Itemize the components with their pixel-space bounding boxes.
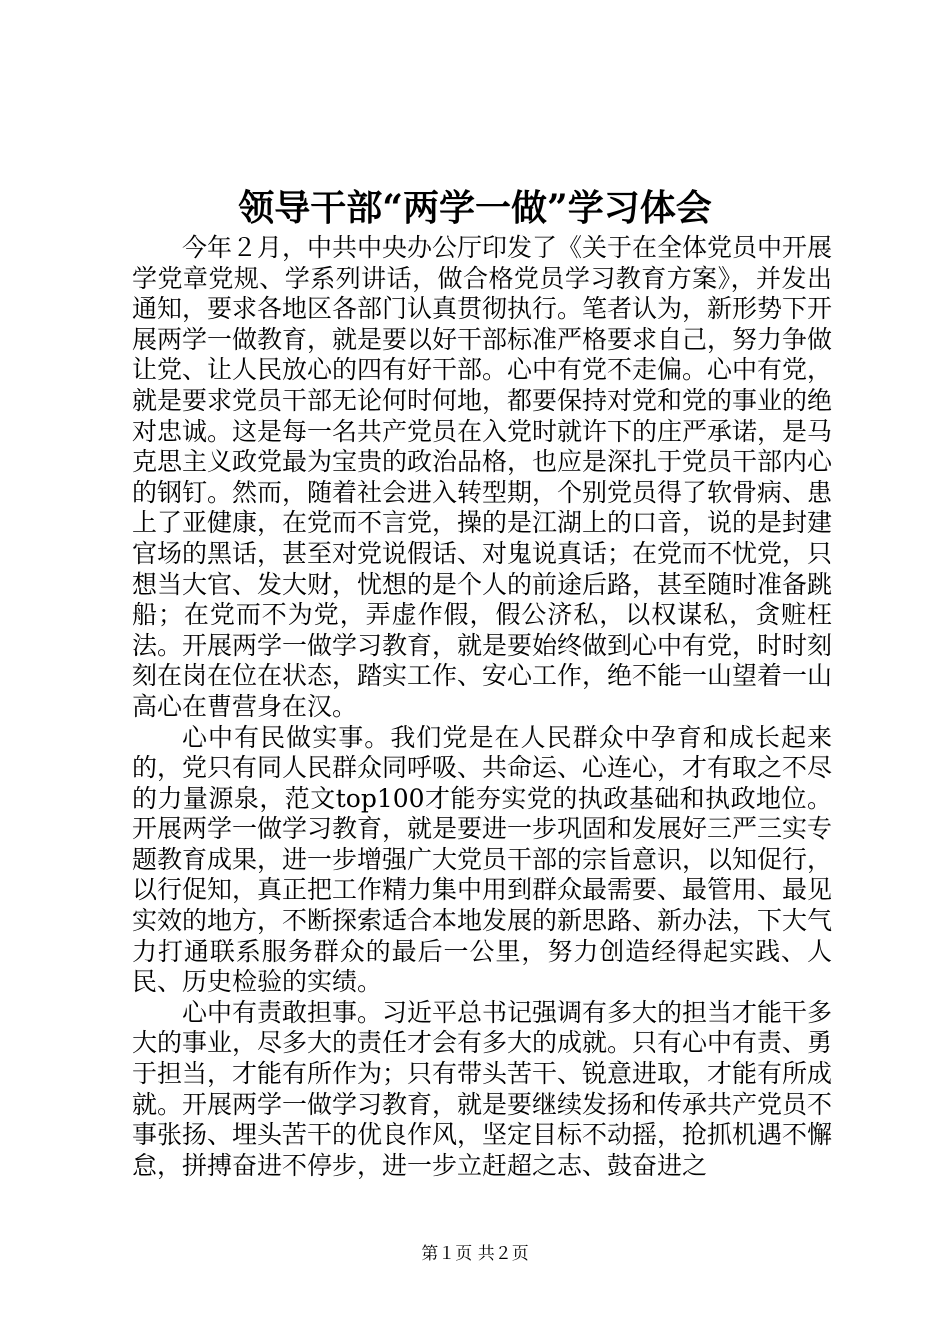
paragraph: 今年２月，中共中央办公厅印发了《关于在全体党员中开展学党章党规、学系列讲话，做合格党员学习教育方案》，并发出通知，要求各地区各部门认真贯彻执行。笔者认为，新形势下开展两学一做教育，就是要以好干部标准严格要求自己，努力争做让党、让人民放心的四有好干部。心中有党不走偏。心中有党，就是要求党员干部无论何时何地，都要保持对党和党的事业的绝对忠诚。这是每一名共产党员在入党时就许下的庄严承诺，是马克思主义政党最为宝贵的政治品格，也应是深扎于党员干部内心的钢钉。然而，随着社会进入转型期，个别党员得了软骨病、患上了亚健康，在党而不言党，操的是江湖上的口音，说的是封建官场的黑话，甚至对党说假话、对鬼说真话；在党而不忧党，只想当大官、发大财，忧想的是个人的前途后路，甚至随时准备跳船；在党而不为党，弄虚作假，假公济私，以权谋私，贪赃枉法。开展两学一做学习教育，就是要始终做到心中有党，时时刻刻在岗在位在状态，踏实工作、安心工作，绝不能一山望着一山高心在曹营身在汉。	[132, 233, 833, 721]
page-footer: 第１页 共２页	[421, 1244, 529, 1264]
paragraph: 心中有责敢担事。习近平总书记强调有多大的担当才能干多大的事业，尽多大的责任才会有多大的成就。只有心中有责、勇于担当，才能有所作为；只有带头苦干、锐意进取，才能有所成就。开展两学一做学习教育，就是要继续发扬和传承共产党员不事张扬、埋头苦干的优良作风，坚定目标不动摇，抢抓机遇不懈怠，拼搏奋进不停步，进一步立赶超之志、鼓奋进之	[132, 997, 833, 1180]
document-body	[132, 233, 832, 1181]
document-title: 领导干部“两学一做”学习体会	[238, 187, 712, 229]
paragraph: 心中有民做实事。我们党是在人民群众中孕育和成长起来的，党只有同人民群众同呼吸、共命运、心连心，才有取之不尽的力量源泉，范文top100才能夯实党的执政基础和执政地位。开展两学一做学习教育，就是要进一步巩固和发展好三严三实专题教育成果，进一步增强广大党员干部的宗旨意识，以知促行，以行促知，真正把工作精力集中用到群众最需要、最管用、最见实效的地方，不断探索适合本地发展的新思路、新办法，下大气力打通联系服务群众的最后一公里，努力创造经得起实践、人民、历史检验的实绩。	[132, 722, 833, 997]
